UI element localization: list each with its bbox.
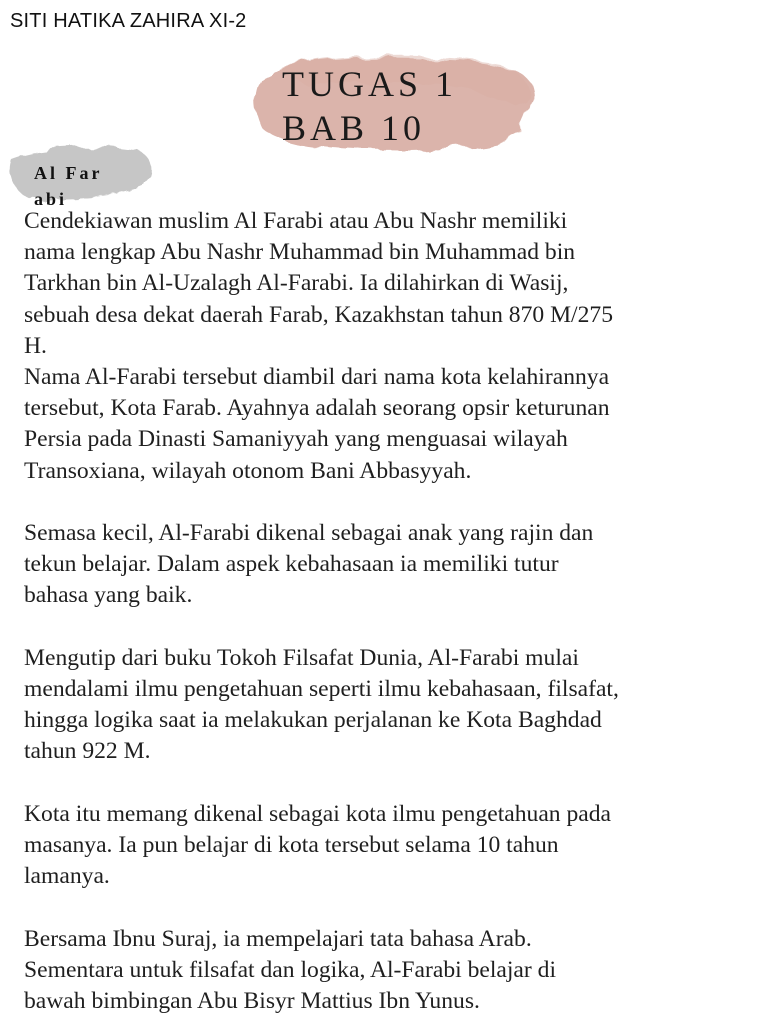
body-line: Persia pada Dinasti Samaniyyah yang menguasai wilayah (24, 426, 568, 453)
body-line: bahasa yang baik. (24, 582, 193, 609)
body-line: Tarkhan bin Al-Uzalagh Al-Farabi. Ia dilahirkan di Wasij, (24, 270, 569, 297)
body-line: lamanya. (24, 863, 110, 890)
body-line: Nama Al-Farabi tersebut diambil dari nama kota kelahirannya (24, 364, 610, 391)
body-text (24, 206, 764, 1017)
body-line: tahun 922 M. (24, 738, 151, 765)
title-line-1: TUGAS 1 (282, 64, 458, 104)
body-line: tekun belajar. Dalam aspek kebahasaan ia memiliki tutur (24, 551, 559, 578)
body-line: Semasa kecil, Al-Farabi dikenal sebagai anak yang rajin dan (24, 520, 594, 547)
body-line: Bersama Ibnu Suraj, ia mempelajari tata bahasa Arab. (24, 925, 532, 952)
author-name: SITI HATIKA ZAHIRA XI-2 (10, 10, 247, 32)
body-line: Mengutip dari buku Tokoh Filsafat Dunia, Al-Farabi mulai (24, 644, 579, 671)
body-line: sebuah desa dekat daerah Farab, Kazakhstan tahun 870 M/275 (24, 301, 613, 328)
body-line: tersebut, Kota Farab. Ayahnya adalah seorang opsir keturunan (24, 395, 610, 422)
title-block (248, 48, 538, 158)
subtitle: Al Farabi (34, 163, 103, 209)
title-line-2: BAB 10 (282, 108, 426, 148)
body-line: Transoxiana, wilayah otonom Bani Abbasyyah. (24, 457, 472, 484)
paragraph-gap (24, 768, 764, 799)
page-title (282, 62, 457, 150)
body-line: H. (24, 332, 47, 359)
paragraph-gap (24, 892, 764, 923)
body-line: mendalami ilmu pengetahuan seperti ilmu kebahasaan, filsafat, (24, 676, 619, 703)
body-line: Sementara untuk filsafat dan logika, Al-Farabi belajar di (24, 956, 556, 983)
paragraph-gap (24, 612, 764, 643)
body-line: bawah bimbingan Abu Bisyr Mattius Ibn Yunus. (24, 988, 480, 1015)
body-line: hingga logika saat ia melakukan perjalanan ke Kota Baghdad (24, 707, 602, 734)
body-line: masanya. Ia pun belajar di kota tersebut selama 10 tahun (24, 832, 559, 859)
body-line: Kota itu memang dikenal sebagai kota ilmu pengetahuan pada (24, 800, 612, 827)
body-line: nama lengkap Abu Nashr Muhammad bin Muhammad bin (24, 239, 576, 266)
paragraph-gap (24, 487, 764, 518)
body-line: Cendekiawan muslim Al Farabi atau Abu Nashr memiliki (24, 208, 568, 234)
